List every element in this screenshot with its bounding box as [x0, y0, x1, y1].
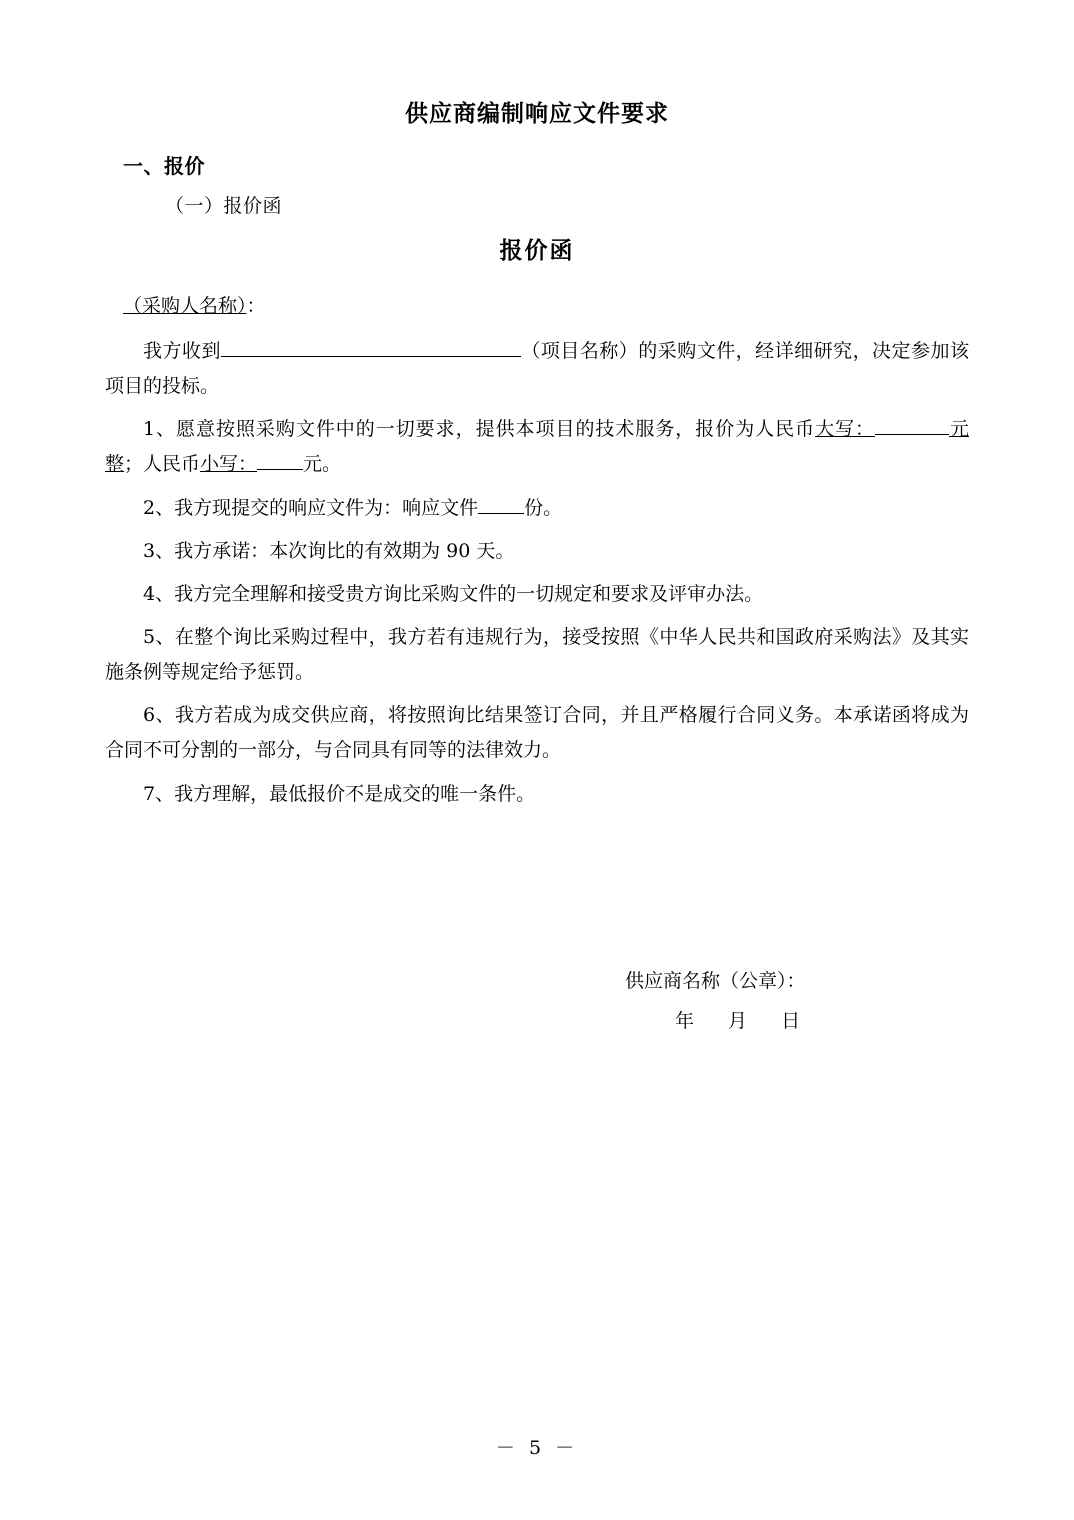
intro-text-a: 我方收到 [143, 340, 221, 362]
p2-text-b: 份。 [524, 496, 563, 519]
paragraph-6: 6、我方若成为成交供应商，将按照询比结果签订合同，并且严格履行合同义务。本承诺函将成为合同不可分割的一部分，与合同具有同等的法律效力。 [105, 704, 969, 762]
sub-heading: （一）报价函 [165, 195, 283, 217]
p1-text-d: ；人民币 [124, 453, 201, 476]
p1-lower-label: 小写： [200, 453, 258, 476]
signature-block [105, 962, 969, 1042]
paragraph-3: 3、我方承诺：本次询比的有效期为 90 天。 [143, 539, 515, 562]
p1-lower-unit: 元。 [303, 453, 342, 476]
paragraph-1 [105, 412, 969, 482]
intro-text-b: （项目名称）的采购文件，经详细研究，决定参加该项目的投标。 [105, 340, 969, 398]
page-title: 供应商编制响应文件要求 [405, 100, 669, 127]
addressee-name-placeholder: （采购人名称） [123, 295, 247, 317]
paragraph-2 [105, 491, 969, 526]
project-name-blank[interactable] [221, 337, 521, 357]
amount-lower-blank[interactable] [257, 450, 303, 470]
page-number: － 5 － [495, 1437, 579, 1459]
p2-text-a: 2、我方现提交的响应文件为：响应文件 [143, 496, 479, 519]
paragraph-4: 4、我方完全理解和接受贵方询比采购文件的一切规定和要求及评审办法。 [143, 582, 764, 605]
paragraph-intro [105, 334, 969, 404]
p1-text-a: 1、愿意按照采购文件中的一切要求，提供本项目的技术服务，报价为人民币 [143, 418, 816, 441]
letter-title: 报价函 [499, 237, 575, 264]
supplier-seal-label: 供应商名称（公章）： [625, 969, 806, 992]
addressee-line [123, 291, 969, 318]
paragraph-5: 5、在整个询比采购过程中，我方若有违规行为，接受按照《中华人民共和国政府采购法》及其实施条例等规定给予惩罚。 [105, 625, 969, 684]
addressee-colon: ： [246, 295, 266, 317]
paragraph-7: 7、我方理解，最低报价不是成交的唯一条件。 [143, 782, 536, 805]
section-heading: 一、报价 [123, 154, 205, 178]
p1-capital-label: 大写： [815, 418, 876, 441]
amount-capital-blank[interactable] [875, 415, 949, 435]
p1-capital-unit: 元整 [105, 418, 969, 476]
date-label: 年 月 日 [675, 1009, 815, 1032]
copies-count-blank[interactable] [478, 494, 524, 514]
